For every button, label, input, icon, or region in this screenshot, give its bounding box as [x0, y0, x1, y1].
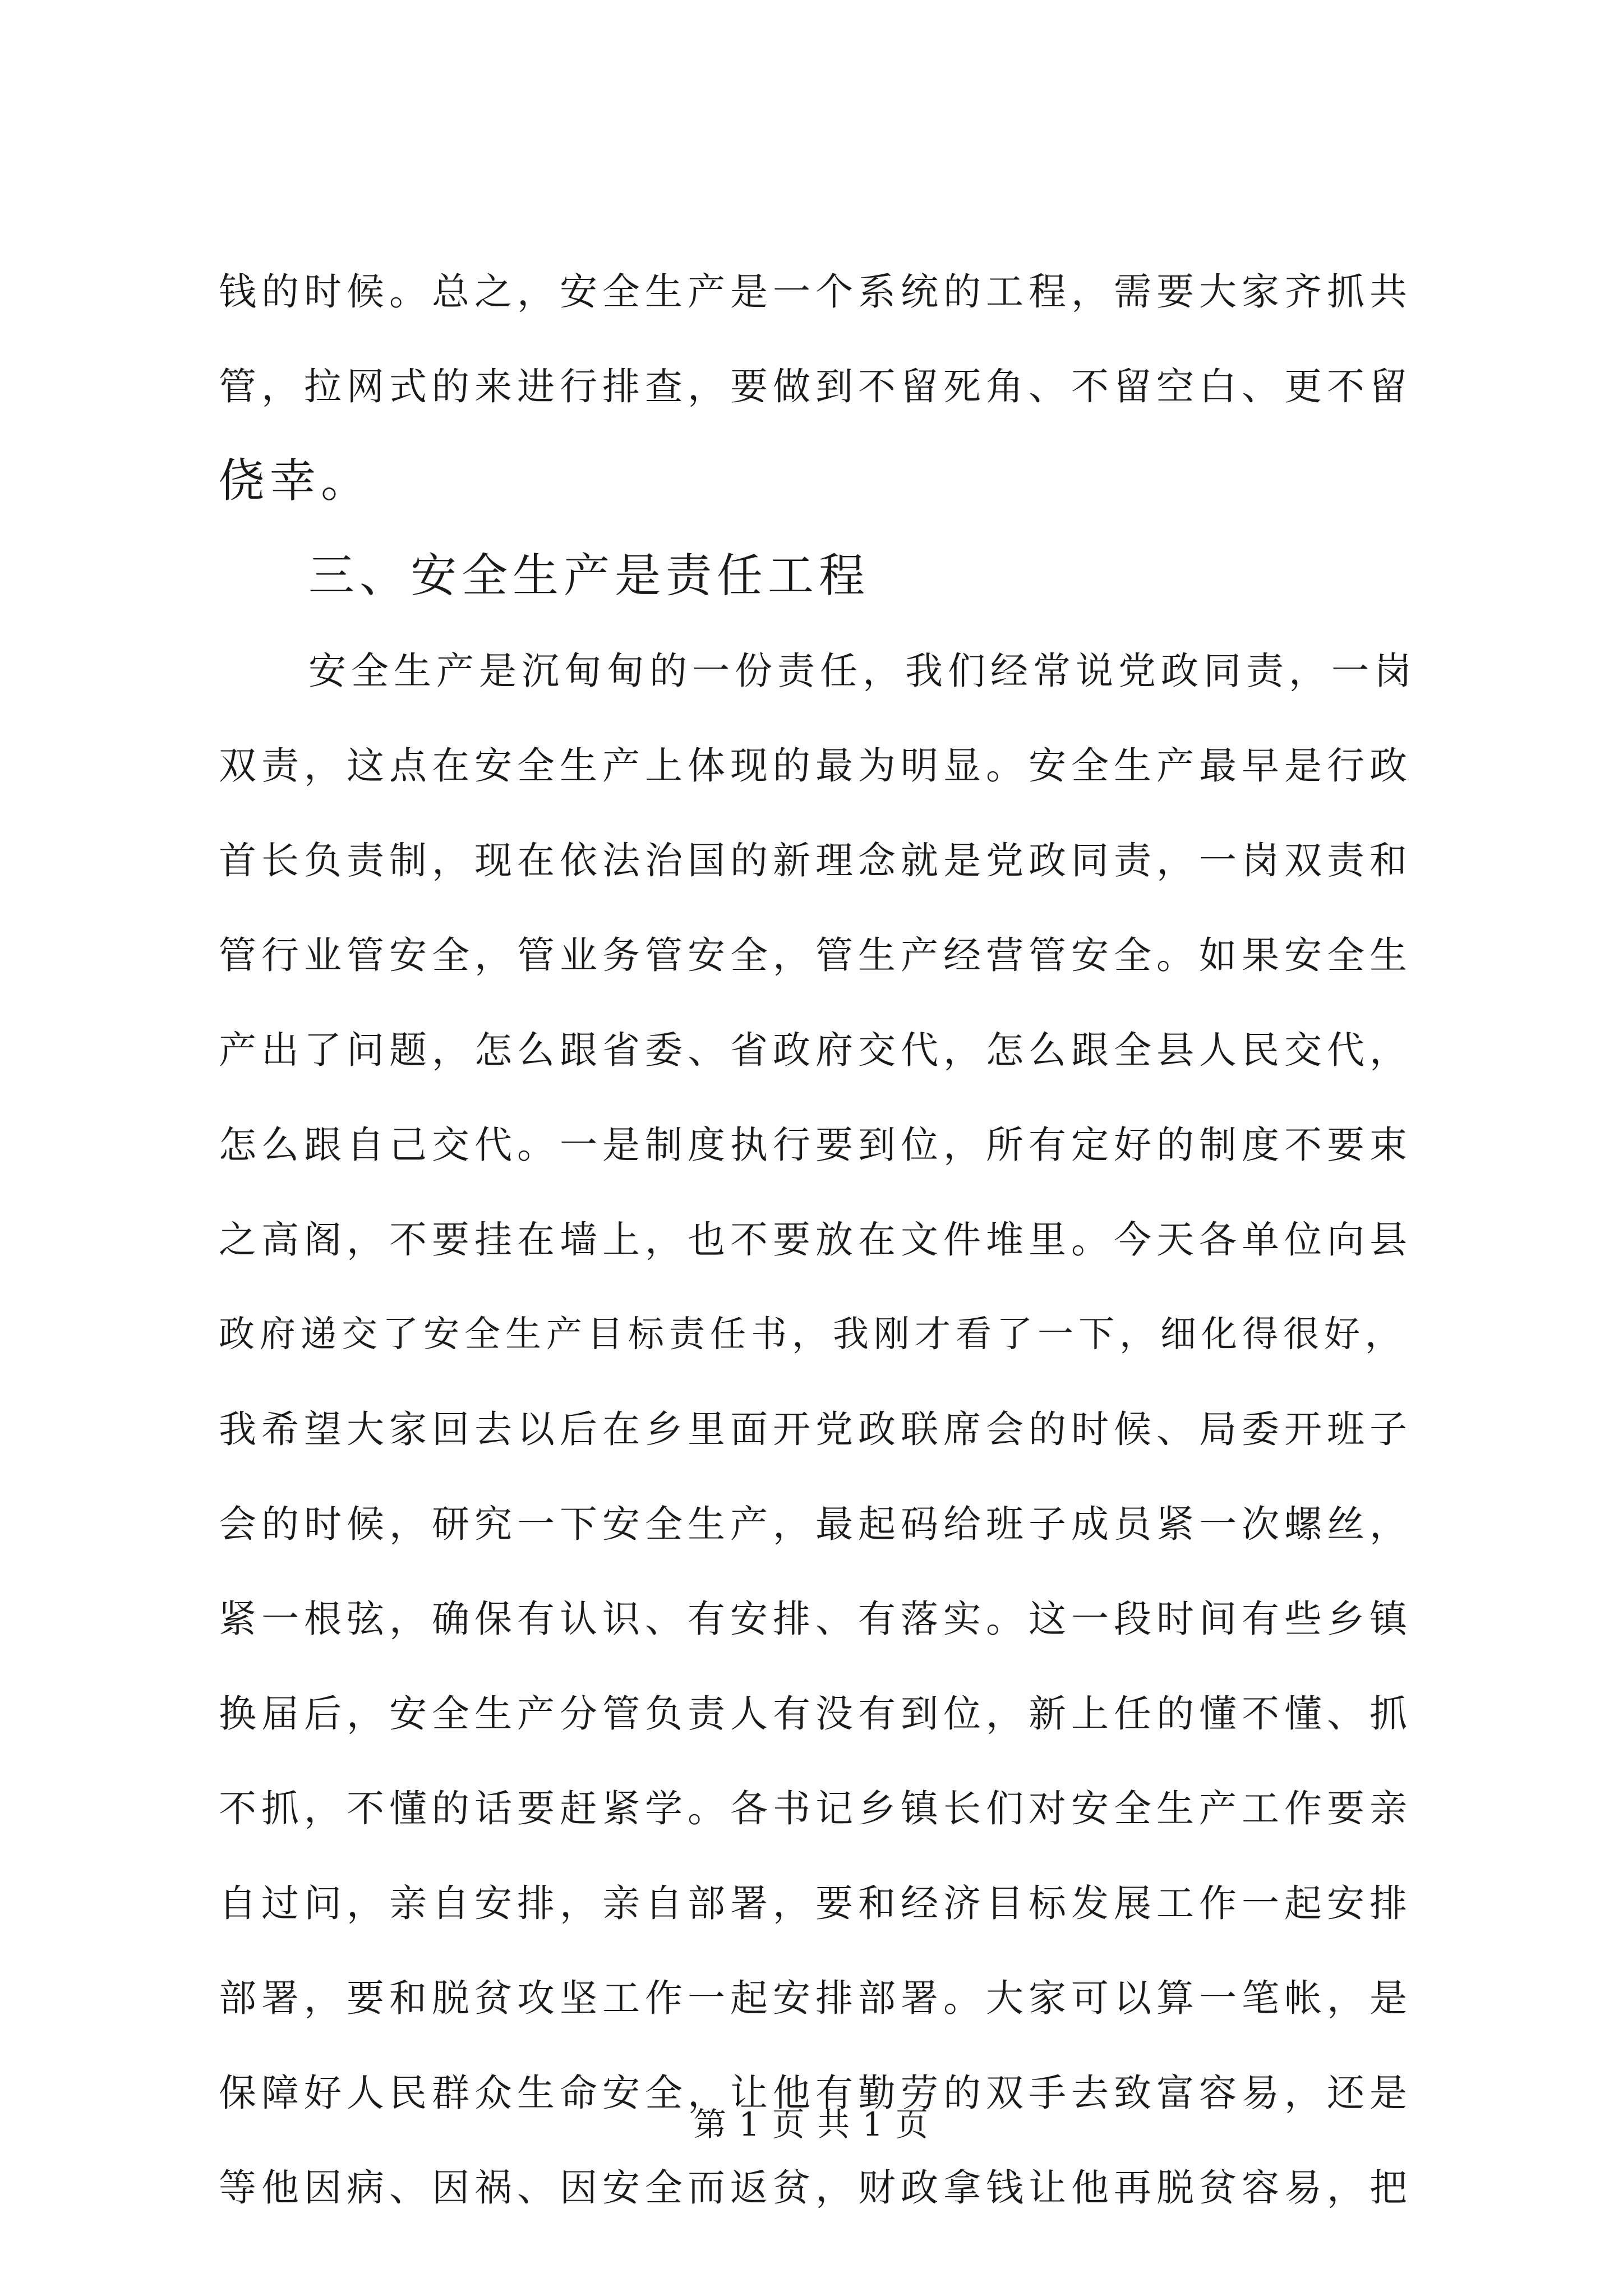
text-line: 不抓，不懂的话要赶紧学。各书记乡镇长们对安全生产工作要亲 [219, 1787, 1412, 1830]
text-line: 政府递交了安全生产目标责任书，我刚才看了一下，细化得很好， [219, 1314, 1406, 1355]
text-line: 钱的时候。总之，安全生产是一个系统的工程，需要大家齐抓共 [219, 270, 1412, 314]
section-heading: 三、安全生产是责任工程 [308, 549, 870, 602]
text-line: 保障好人民群众生命安全，让他有勤劳的双手去致富容易，还是 [219, 2071, 1412, 2115]
text-line: 之高阁，不要挂在墙上，也不要放在文件堆里。今天各单位向县 [219, 1218, 1412, 1262]
text-line: 换届后，安全生产分管负责人有没有到位，新上任的懂不懂、抓 [219, 1692, 1412, 1736]
text-line: 部署，要和脱贫攻坚工作一起安排部署。大家可以算一笔帐，是 [219, 1976, 1412, 2020]
text-line: 管，拉网式的来进行排查，要做到不留死角、不留空白、更不留 [219, 365, 1412, 408]
paragraph-first-line: 安全生产是沉甸甸的一份责任，我们经常说党政同责，一岗 [308, 649, 1417, 693]
text-line: 我希望大家回去以后在乡里面开党政联席会的时候、局委开班子 [219, 1407, 1412, 1451]
text-line: 紧一根弦，确保有认识、有安排、有落实。这一段时间有些乡镇 [219, 1597, 1412, 1641]
text-line: 首长负责制，现在依法治国的新理念就是党政同责，一岗双责和 [219, 839, 1412, 882]
page-number-footer: 第 1 页 共 1 页 [694, 2105, 929, 2143]
text-line: 管行业管安全，管业务管安全，管生产经营管安全。如果安全生 [219, 933, 1412, 977]
text-line: 等他因病、因祸、因安全而返贫，财政拿钱让他再脱贫容易，把 [219, 2166, 1412, 2210]
text-line: 双责，这点在安全生产上体现的最为明显。安全生产最早是行政 [219, 744, 1412, 788]
text-line: 侥幸。 [219, 454, 372, 508]
text-line: 自过问，亲自安排，亲自部署，要和经济目标发展工作一起安排 [219, 1881, 1412, 1925]
text-line: 会的时候，研究一下安全生产，最起码给班子成员紧一次螺丝， [219, 1502, 1412, 1546]
text-line: 产出了问题，怎么跟省委、省政府交代，怎么跟全县人民交代， [219, 1028, 1412, 1072]
text-line: 怎么跟自己交代。一是制度执行要到位，所有定好的制度不要束 [219, 1123, 1412, 1167]
